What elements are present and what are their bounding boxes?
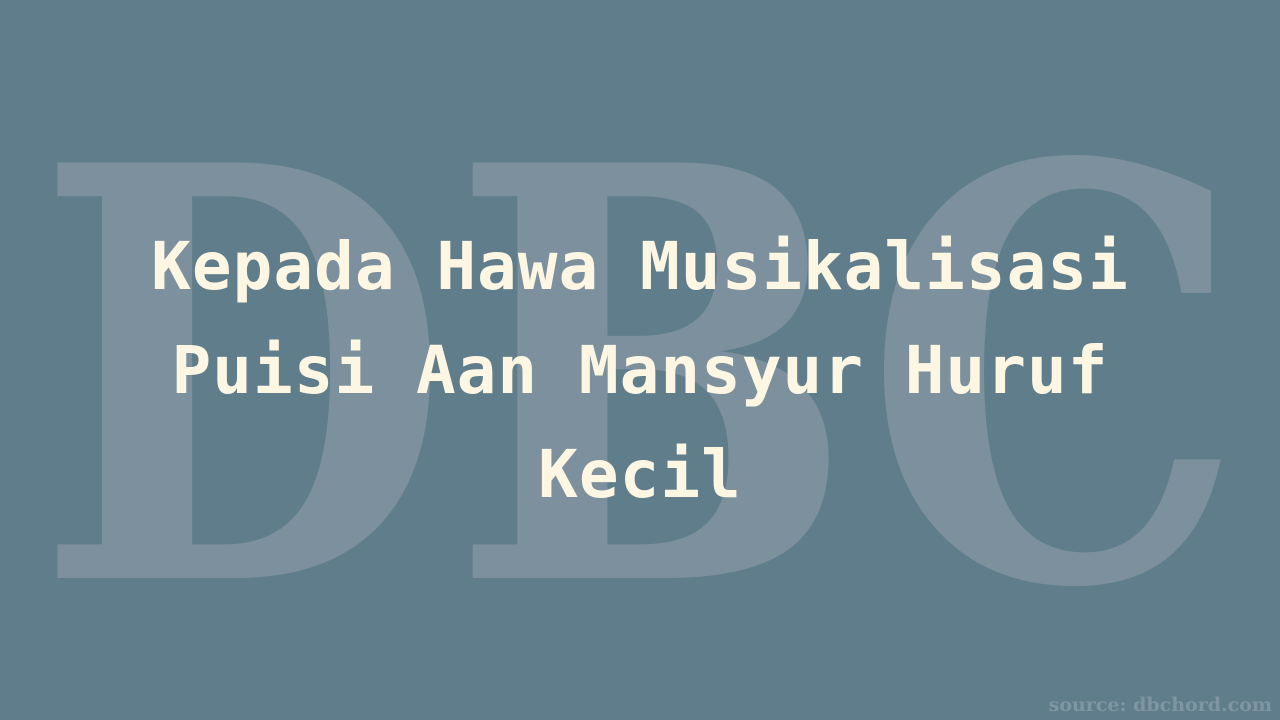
source-credit: source: dbchord.com bbox=[1048, 694, 1272, 716]
title-block bbox=[90, 215, 1190, 527]
page-title: Kepada Hawa Musikalisasi Puisi Aan Mansyur Huruf Kecil bbox=[151, 228, 1129, 513]
watermark-text: DBC bbox=[35, 44, 1245, 713]
